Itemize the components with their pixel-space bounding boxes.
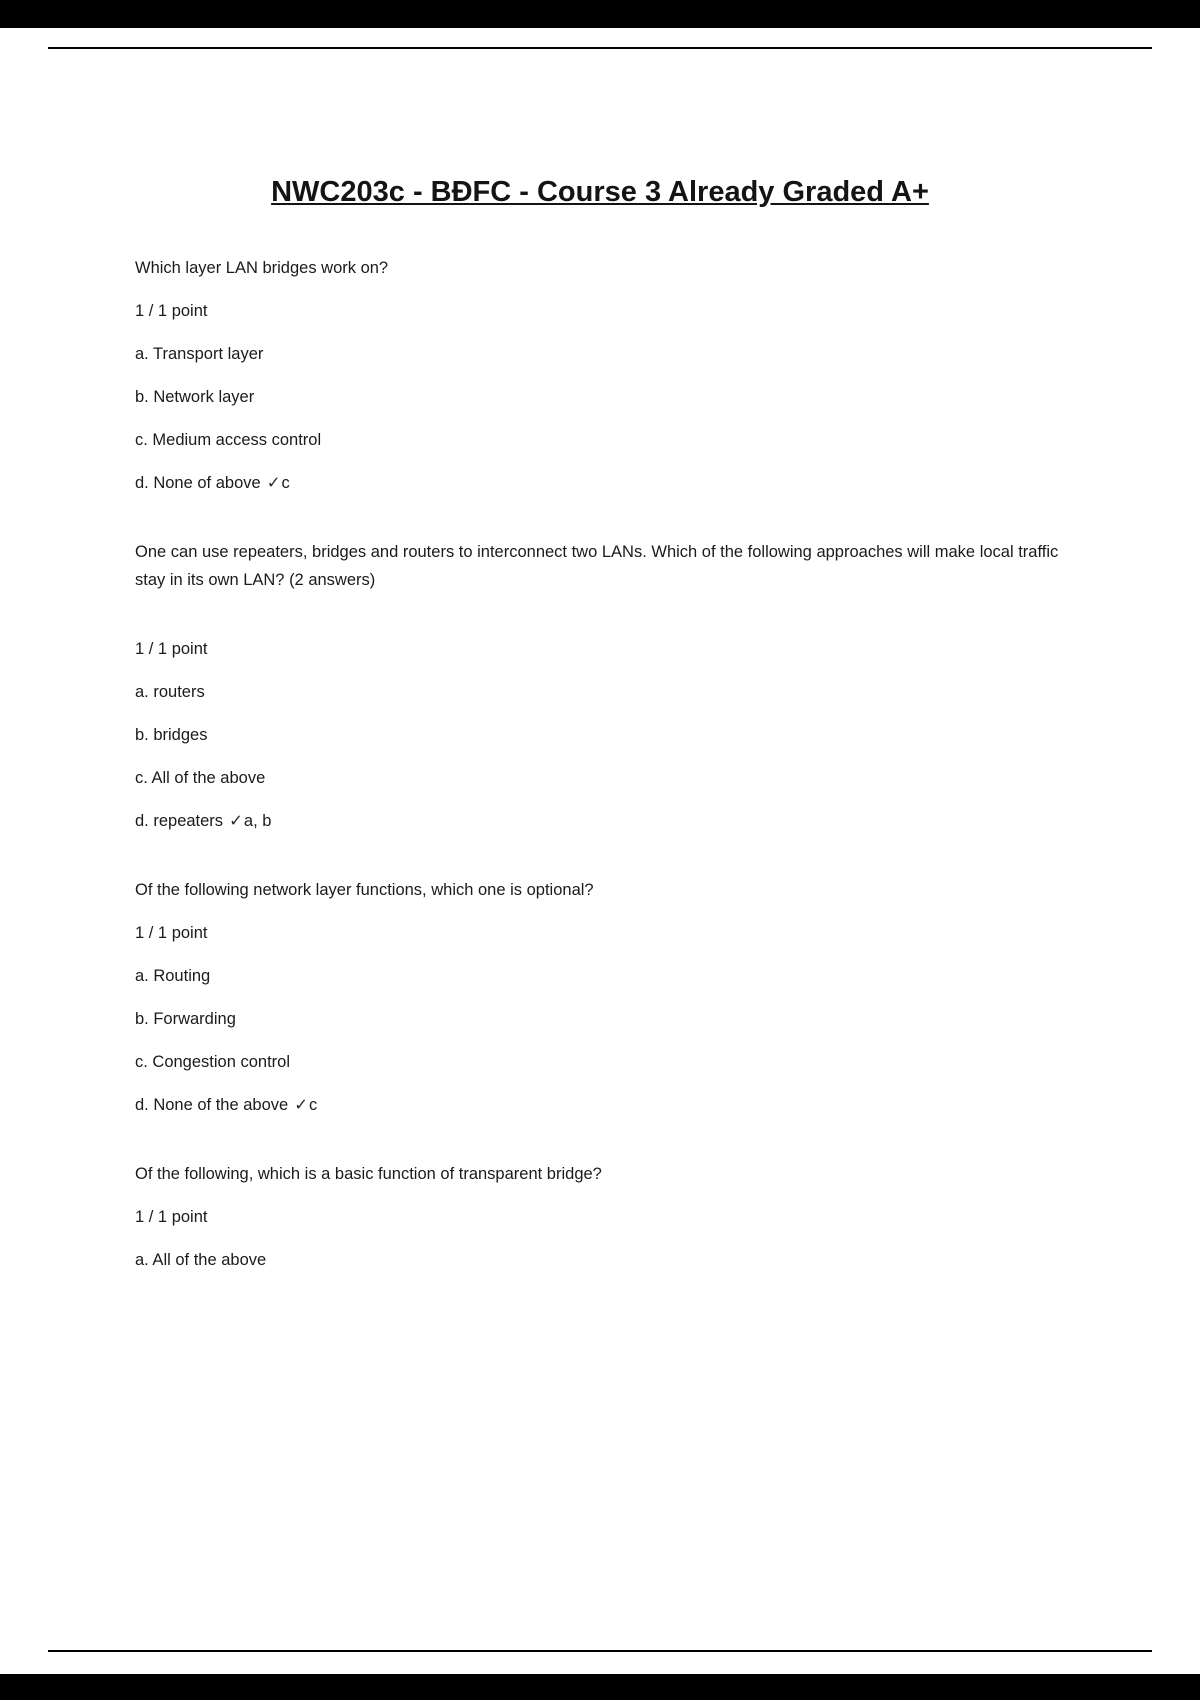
answer-option <box>135 1048 1070 1076</box>
correct-answer: c <box>281 474 290 492</box>
option-text: c. Medium access control <box>135 431 322 449</box>
checkmark-icon: ✓ <box>266 473 281 492</box>
checkmark-icon: ✓ <box>294 1095 309 1114</box>
answer-option <box>135 678 1070 706</box>
answer-option <box>135 1246 1070 1274</box>
page-title: NWC203c - BĐFC - Course 3 Already Graded A+ <box>271 176 929 208</box>
question-block-2 <box>135 538 1070 835</box>
option-text: b. Network layer <box>135 388 255 406</box>
option-text: d. None of the above <box>135 1096 289 1114</box>
question-points: 1 / 1 point <box>135 924 208 942</box>
document-content <box>135 254 1070 1289</box>
option-text: c. All of the above <box>135 769 266 787</box>
option-text: d. None of above <box>135 474 261 492</box>
answer-option <box>135 469 1070 497</box>
option-text: c. Congestion control <box>135 1053 291 1071</box>
question-block-1 <box>135 254 1070 497</box>
correct-answer: a, b <box>243 812 272 830</box>
answer-option <box>135 426 1070 454</box>
bottom-black-bar <box>0 1674 1200 1700</box>
checkmark-icon: ✓ <box>229 811 243 830</box>
answer-option <box>135 721 1070 749</box>
top-black-bar <box>0 0 1200 28</box>
question-points: 1 / 1 point <box>135 1208 208 1226</box>
answer-option <box>135 340 1070 368</box>
correct-answer: c <box>309 1096 318 1114</box>
option-text: b. bridges <box>135 726 208 744</box>
question-text: One can use repeaters, bridges and routers to interconnect two LANs. Which of the following approaches will make local traffic stay in its own LAN? (2 answers) <box>135 543 1059 589</box>
answer-option <box>135 383 1070 411</box>
option-text: a. Transport layer <box>135 345 264 363</box>
bottom-rule <box>48 1650 1152 1652</box>
question-block-4 <box>135 1160 1070 1274</box>
answer-option <box>135 764 1070 792</box>
option-text: a. Routing <box>135 967 211 985</box>
question-points: 1 / 1 point <box>135 302 208 320</box>
question-text: Which layer LAN bridges work on? <box>135 259 389 277</box>
option-text: d. repeaters <box>135 812 224 830</box>
answer-option <box>135 1005 1070 1033</box>
answer-option <box>135 962 1070 990</box>
option-text: a. routers <box>135 683 205 701</box>
question-points: 1 / 1 point <box>135 640 208 658</box>
option-text: b. Forwarding <box>135 1010 236 1028</box>
top-rule <box>48 47 1152 49</box>
question-block-3 <box>135 876 1070 1119</box>
answer-option <box>135 807 1070 835</box>
answer-option <box>135 1091 1070 1119</box>
option-text: a. All of the above <box>135 1251 267 1269</box>
question-text: Of the following, which is a basic function of transparent bridge? <box>135 1165 602 1183</box>
question-text: Of the following network layer functions, which one is optional? <box>135 881 594 899</box>
